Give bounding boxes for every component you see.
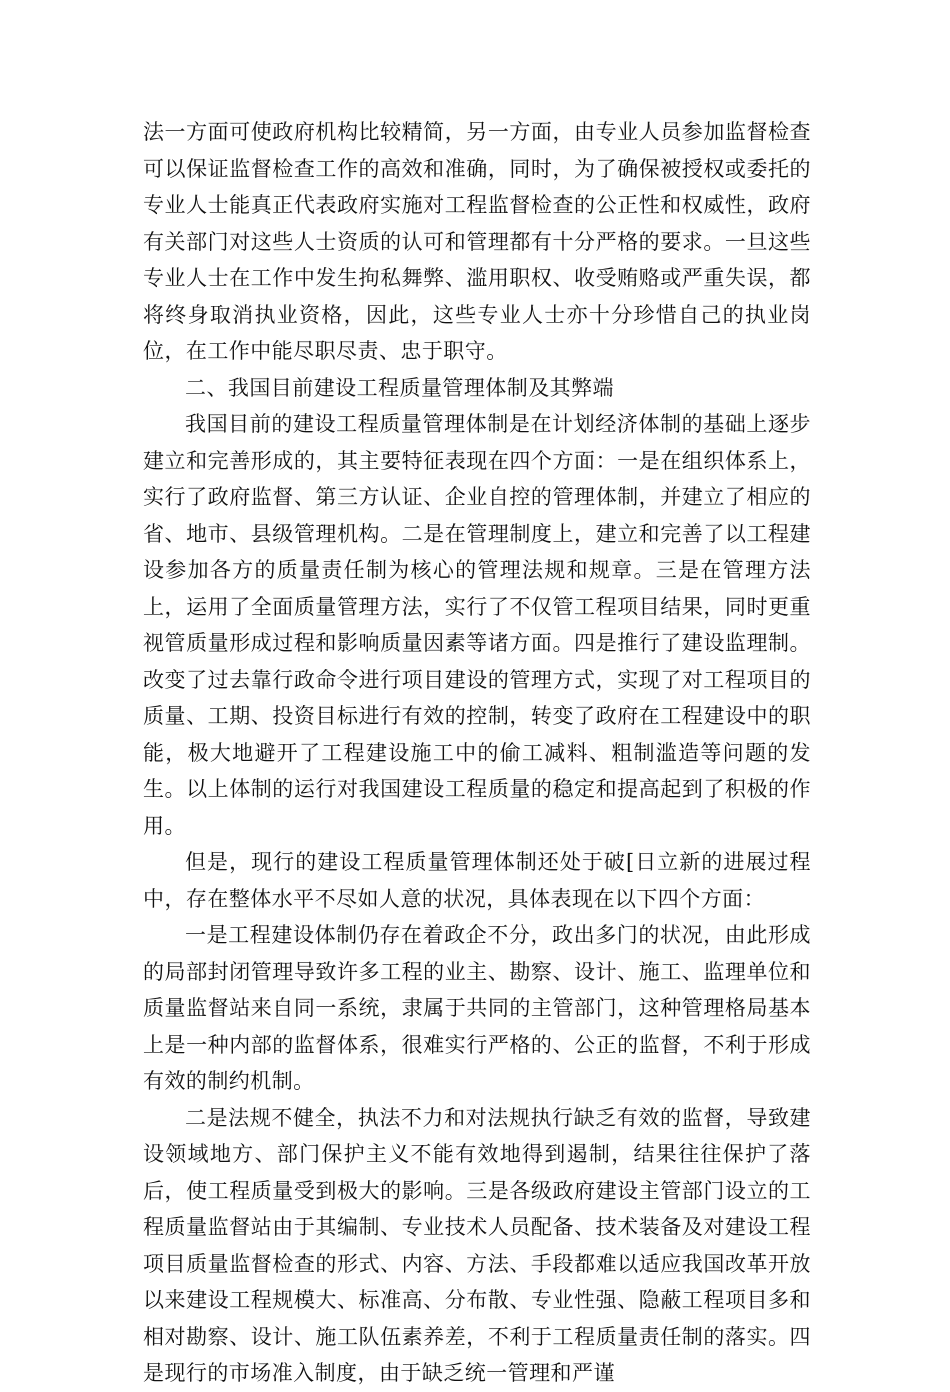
paragraph-professional-staff: 法一方面可使政府机构比较精简，另一方面，由专业人员参加监督检查可以保证监督检查工作的高效和准确，同时，为了确保被授权或委托的专业人士能真正代表政府实施对工程监督检查的公正性和权威性，政府有关部门对这些人士资质的认可和管理都有十分严格的要求。一旦这些专业人士在工作中发生拘私舞弊、滥用职权、收受贿赂或严重失误，都将终身取消执业资格，因此，这些专业人士亦十分珍惜自己的执业岗位，在工作中能尽职尽责、忠于职守。 bbox=[143, 120, 811, 363]
section-heading-quality-management: 二、我国目前建设工程质量管理体制及其弊端 bbox=[185, 375, 614, 400]
paragraph-however: 但是，现行的建设工程质量管理体制还处于破[日立新的进展过程中，存在整体水平不尽如人意的状况，具体表现在以下四个方面： bbox=[143, 850, 811, 911]
paragraph-point-one: 一是工程建设体制仍存在着政企不分，政出多门的状况，由此形成的局部封闭管理导致许多工程的业主、勘察、设计、施工、监理单位和质量监督站来自同一系统，隶属于共同的主管部门，这种管理格局基本上是一种内部的监督体系，很难实行严格的、公正的监督，不利于形成有效的制约机制。 bbox=[143, 923, 811, 1093]
paragraph-current-system: 我国目前的建设工程质量管理体制是在计划经济体制的基础上逐步建立和完善形成的，其主要特征表现在四个方面：一是在组织体系上，实行了政府监督、第三方认证、企业自控的管理体制，并建立了相应的省、地市、县级管理机构。二是在管理制度上，建立和完善了以工程建设参加各方的质量责任制为核心的管理法规和规章。三是在管理方法上，运用了全面质量管理方法，实行了不仅管工程项目结果，同时更重视管质量形成过程和影响质量因素等诸方面。四是推行了建设监理制。改变了过去靠行政命令进行项目建设的管理方式，实现了对工程项目的质量、工期、投资目标进行有效的控制，转变了政府在工程建设中的职能，极大地避开了工程建设施工中的偷工减料、粗制滥造等问题的发生。以上体制的运行对我国建设工程质量的稳定和提高起到了积极的作用。 bbox=[143, 412, 811, 838]
paragraph-point-two-to-four: 二是法规不健全，执法不力和对法规执行缺乏有效的监督，导致建设领域地方、部门保护主义不能有效地得到遏制，结果往往保护了落后，使工程质量受到极大的影响。三是各级政府建设主管部门设立的工程质量监督站由于其编制、专业技术人员配备、技术装备及对建设工程项目质量监督检查的形式、内容、方法、手段都难以适应我国改革开放以来建设工程规模大、标准高、分布散、专业性强、隐蔽工程项目多和相对勘察、设计、施工队伍素养差，不利于工程质量责任制的落实。四是现行的市场准入制度，由于缺乏统一管理和严谨 bbox=[143, 1105, 811, 1385]
document-body bbox=[143, 114, 811, 1392]
